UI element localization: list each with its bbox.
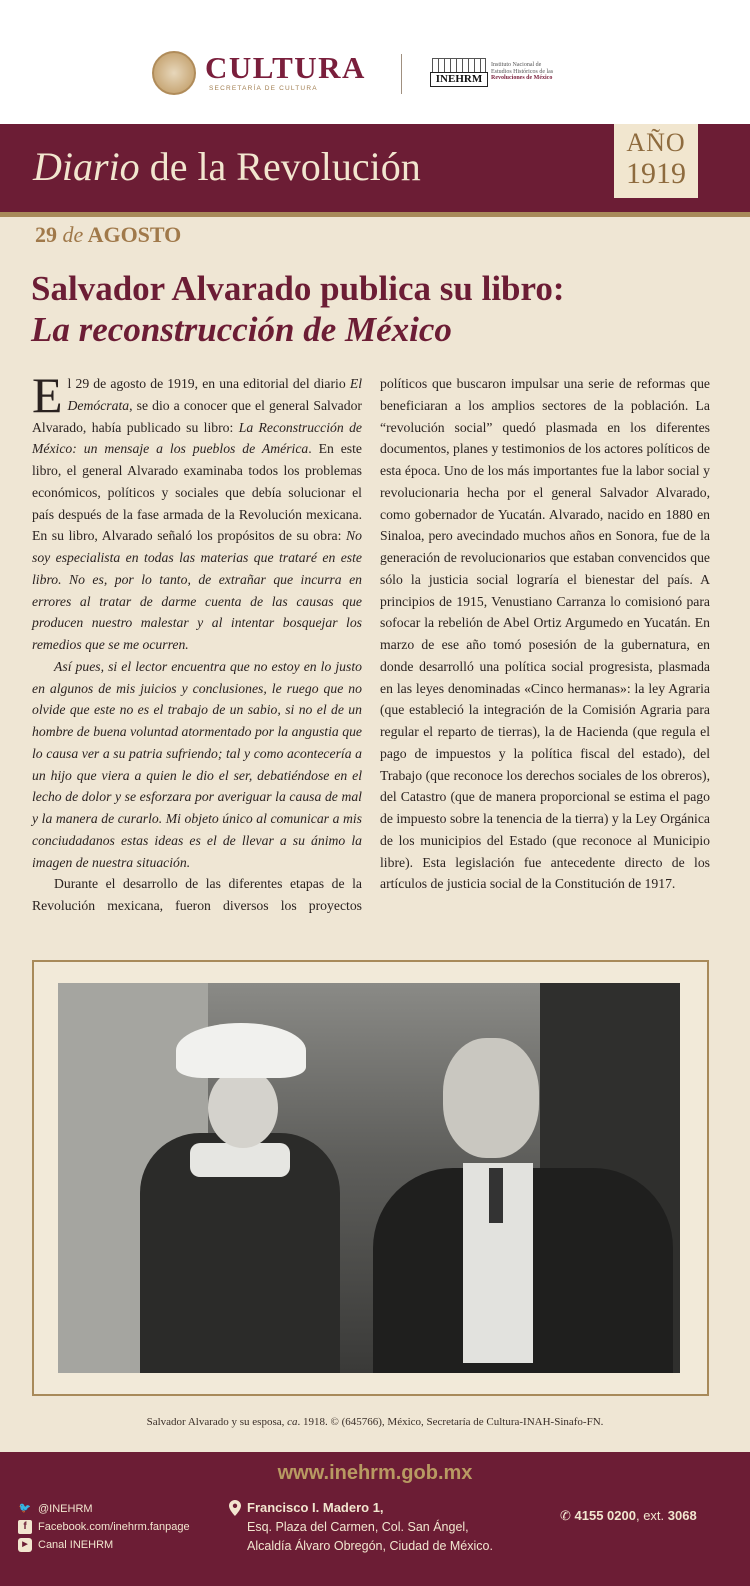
article-body — [32, 367, 711, 943]
article-date — [35, 222, 181, 248]
facebook-icon: f — [18, 1520, 32, 1534]
cultura-subtitle: SECRETARÍA DE CULTURA — [209, 85, 318, 92]
title-italic: Diario — [33, 144, 140, 189]
p1-book-title: La Reconstrucción de México: un mensaje a los pueblos de América — [32, 419, 363, 457]
paragraph-3: Durante el desarrollo de las diferentes etapas de la Revolución mexicana, fueron diversos los proyectos políticos que buscaron impulsar una serie de reformas que beneficiaran a los amplios sectores de la población. La “revolución social” quedó plasmada en los diferentes documentos, planes y testimonios de los actores políticos de esta época. Uno de los más importantes fue la labor social y revolucionaria hecha por el general Salvador Alvarado, como gobernador de Yucatán. Alvarado, nacido en 1880 en Sinaloa, pero avecindado muchos años en Sonora, fue de la generación de revolucionarios que estaban convencidos que sólo la justicia social lograría el bienestar del país. A principios de 1915, Venustiano Carranza lo comisionó para sofocar la rebelión de Abel Ortiz Argumedo en Yucatán. En marzo de ese año tomó posesión de la gubernatura, en donde desarrolló una política social progresista, plasmada en las leyes denominadas «Cinco hermanas»: la ley Agraria (que estableció la integración de la Comisión Agraria para regular el reparto de tierras), la de Hacienda (que regula el pago de impuestos y la política fiscal del estado), del Trabajo (que reconoce los derechos sociales de los obreros), del Catastro (que de manera proporcional se estima el pago de impuesto sobre la tenencia de la tierra) y la Ley Orgánica de los municipios del Estado (que reconoce al Municipio libre). Esta legislación fue antecedente directo de los artículos de justicia social de la Constitución de 1917. — [32, 376, 711, 913]
headline-main: Salvador Alvarado publica su libro: — [31, 269, 565, 308]
facebook-url: Facebook.com/inehrm.fanpage — [38, 1521, 190, 1533]
facebook-link[interactable] — [18, 1518, 190, 1536]
headline-sub: La reconstrucción de México — [31, 310, 452, 349]
inehrm-wordmark: INEHRM — [430, 72, 488, 87]
inehrm-line-2: Estudios Históricos de las — [491, 68, 554, 75]
location-pin-icon — [229, 1500, 241, 1516]
p1-text-a: l 29 de agosto de 1919, en una editorial del diario — [67, 376, 350, 391]
title-rest: de la Revolución — [149, 144, 421, 189]
paragraph-2: Así pues, si el lector encuentra que no estoy en lo justo en algunos de mis juicios y conclusiones, le ruego que no olvide que este no es el trabajo de un sabio, si no el de un hombre de buena voluntad atormentado por la angustia que lo causa ver a su patria sufriendo; tal y como acontecería a un hijo que viera a quien le dio el ser, debatiéndose en el lecho de dolor y se esforzara por averiguar la causa de mal y la manera de curarlo. Mi objeto único al comunicar a mis conciudadanos estas ideas es el de llevar a su ánimo la imagen de nuestra situación. — [32, 658, 362, 870]
phone-main: 4155 0200 — [574, 1508, 636, 1523]
youtube-icon: ▶ — [18, 1538, 32, 1552]
photo-man-face — [443, 1038, 539, 1158]
date-day: 29 — [35, 222, 57, 247]
p1-text-c: . En este libro, el general Alvarado examinaba todos los problemas económicos, políticos y sociales que debía solucionar el país después de la fase armada de la Revolución mexicana. En su libro, Alvarado señaló los propósitos de su obra: — [32, 441, 362, 544]
photo-woman-face — [208, 1068, 278, 1148]
year-label: AÑO — [626, 128, 686, 157]
year-badge — [614, 124, 698, 198]
phone-sep: , ext. — [635, 1508, 668, 1523]
caption-ca: ca — [287, 1416, 298, 1428]
photo-tie — [489, 1168, 503, 1223]
year-value: 1919 — [626, 157, 686, 190]
publication-title — [33, 143, 421, 190]
address — [247, 1498, 493, 1556]
inehrm-line-1: Instituto Nacional de — [491, 62, 542, 68]
twitter-icon: 🐦 — [18, 1503, 32, 1514]
date-month: AGOSTO — [87, 222, 182, 247]
article-headline — [31, 268, 721, 350]
website-link[interactable]: www.inehrm.gob.mx — [277, 1462, 473, 1484]
date-de: de — [62, 222, 84, 247]
address-line-2: Esq. Plaza del Carmen, Col. San Ángel, — [247, 1520, 469, 1534]
twitter-handle: @INEHRM — [38, 1503, 93, 1515]
photo-collar — [190, 1143, 290, 1177]
p1-text-b: , se dio a conocer que el general Salvador Alvarado, había publicado su libro: — [32, 397, 362, 435]
phone-ext: 3068 — [667, 1508, 697, 1523]
youtube-link[interactable] — [18, 1536, 190, 1554]
caption-b: . 1918. © (645766), México, Secretaría de Cultura-INAH-Sinafo-FN. — [297, 1416, 604, 1428]
social-links — [18, 1500, 190, 1554]
phone-number[interactable] — [560, 1508, 697, 1524]
p1-newspaper: El Demócrata — [67, 376, 362, 413]
logo-header — [0, 0, 750, 124]
inehrm-fullname — [491, 62, 571, 82]
photo-hat — [176, 1023, 306, 1078]
address-line-1: Francisco I. Madero 1, — [247, 1500, 384, 1515]
twitter-link[interactable] — [18, 1500, 190, 1518]
youtube-channel: Canal INEHRM — [38, 1539, 114, 1551]
seal-icon — [152, 51, 196, 95]
paragraph-1 — [32, 367, 363, 656]
photo-caption — [0, 1416, 750, 1428]
banner-rule — [0, 212, 750, 217]
caption-a: Salvador Alvarado y su esposa, — [146, 1416, 288, 1428]
cultura-logo: CULTURA — [205, 50, 366, 85]
p1-quote: No soy especialista en todas las materias que trataré en este libro. No es, por lo tanto, de extrañar que incurra en errores al tratar de darme cuenta de las causas que producen nuestro malestar y al intentar bosquejar los remedios que se me ocurren. — [32, 528, 362, 652]
inehrm-logo — [430, 58, 488, 88]
logo-divider — [401, 54, 402, 94]
address-line-3: Alcaldía Álvaro Obregón, Ciudad de México. — [247, 1539, 493, 1553]
building-icon — [432, 58, 486, 72]
inehrm-line-3: Revoluciones de México — [491, 75, 553, 81]
drop-cap: E — [32, 367, 63, 423]
historical-photo — [58, 983, 680, 1373]
phone-icon: ✆ — [560, 1508, 575, 1523]
